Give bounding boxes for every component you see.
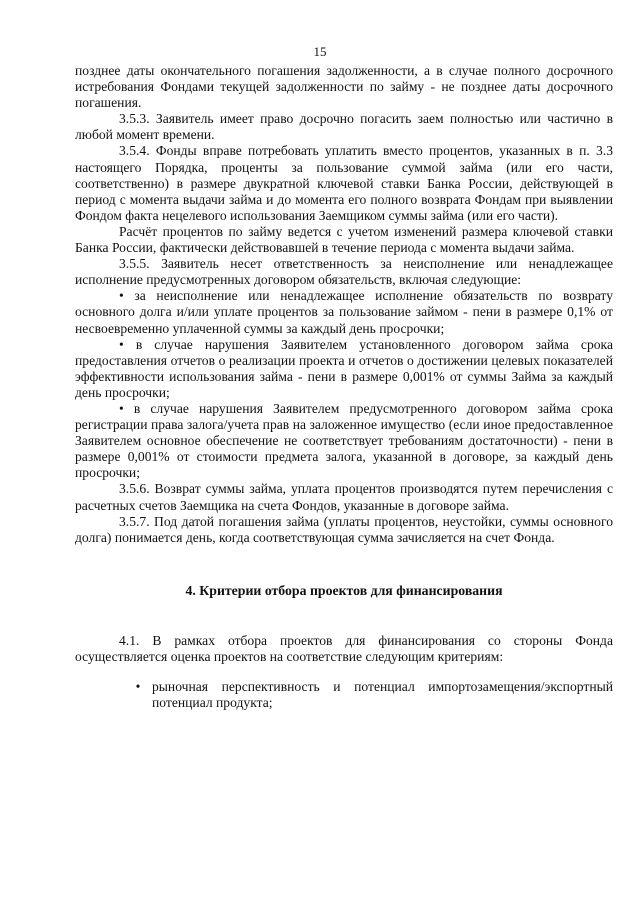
criteria-list-item — [75, 679, 613, 711]
paragraph-continuation: позднее даты окончательного погашения задолженности, а в случае полного досрочного истребования Фондами текущей задолженности по займу - не позднее даты досрочного погашения. — [75, 63, 613, 111]
document-body — [75, 63, 613, 711]
paragraph-3-5-6: 3.5.6. Возврат суммы займа, уплата процентов производятся путем перечисления с расчетных счетов Заемщика на счета Фондов, указанные в договоре займа. — [75, 481, 613, 513]
paragraph-3-5-7: 3.5.7. Под датой погашения займа (уплаты процентов, неустойки, суммы основного долга) понимается день, когда соответствующая сумма зачисляется на счет Фонда. — [75, 513, 613, 545]
page-number: 15 — [313, 44, 327, 59]
paragraph-3-5-4: 3.5.4. Фонды вправе потребовать уплатить вместо процентов, указанных в п. 3.3 настоящего Порядка, проценты за пользование суммой займа (или его части, соответственно) в размере двукратной ключевой ставки Банка России, действующей в период с момента выдачи займа и до момента его полного возврата Фондам при выявлении Фондом факта нецелевого использования Заемщиком суммы займа (или его части). — [75, 143, 613, 223]
bullet-icon: • — [135, 679, 141, 694]
criteria-item-text: рыночная перспективность и потенциал импортозамещения/экспортный потенциал продукта; — [152, 679, 613, 711]
paragraph-3-5-5: 3.5.5. Заявитель несет ответственность за неисполнение или ненадлежащее исполнение предусмотренных договором обязательств, включая следующие: — [75, 256, 613, 288]
paragraph-4-1: 4.1. В рамках отбора проектов для финансирования со стороны Фонда осуществляется оценка проектов на соответствие следующим критериям: — [75, 632, 613, 664]
paragraph-3-5-3: 3.5.3. Заявитель имеет право досрочно погасить заем полностью или частично в любой момент времени. — [75, 111, 613, 143]
paragraph-interest-calculation: Расчёт процентов по займу ведется с учетом изменений размера ключевой ставки Банка России, фактически действовавшей в течение периода с момента выдачи займа. — [75, 223, 613, 256]
section-4-heading: 4. Критерии отбора проектов для финансирования — [185, 582, 503, 598]
bullet-penalty-principal: • за неисполнение или ненадлежащее исполнение обязательств по возврату основного долга и/или уплате процентов за пользование займом - пени в размере 0,1% от несвоевременно уплаченной суммы за каждый день просрочки; — [75, 288, 613, 336]
bullet-penalty-collateral: • в случае нарушения Заявителем предусмотренного договором займа срока регистрации права залога/учета прав на заложенное имущество (если иное предоставленное Заявителем основное обеспечение не соответствует требованиям достаточности) - пени в размере 0,001% от стоимости предмета залога, указанной в договоре, за каждый день просрочки; — [75, 400, 613, 481]
bullet-penalty-reports: • в случае нарушения Заявителем установленного договором займа срока предоставления отчетов о реализации проекта и отчетов о достижении целевых показателей эффективности использования займа - пени в размере 0,001% от суммы Займа за каждый день просрочки; — [75, 336, 613, 400]
